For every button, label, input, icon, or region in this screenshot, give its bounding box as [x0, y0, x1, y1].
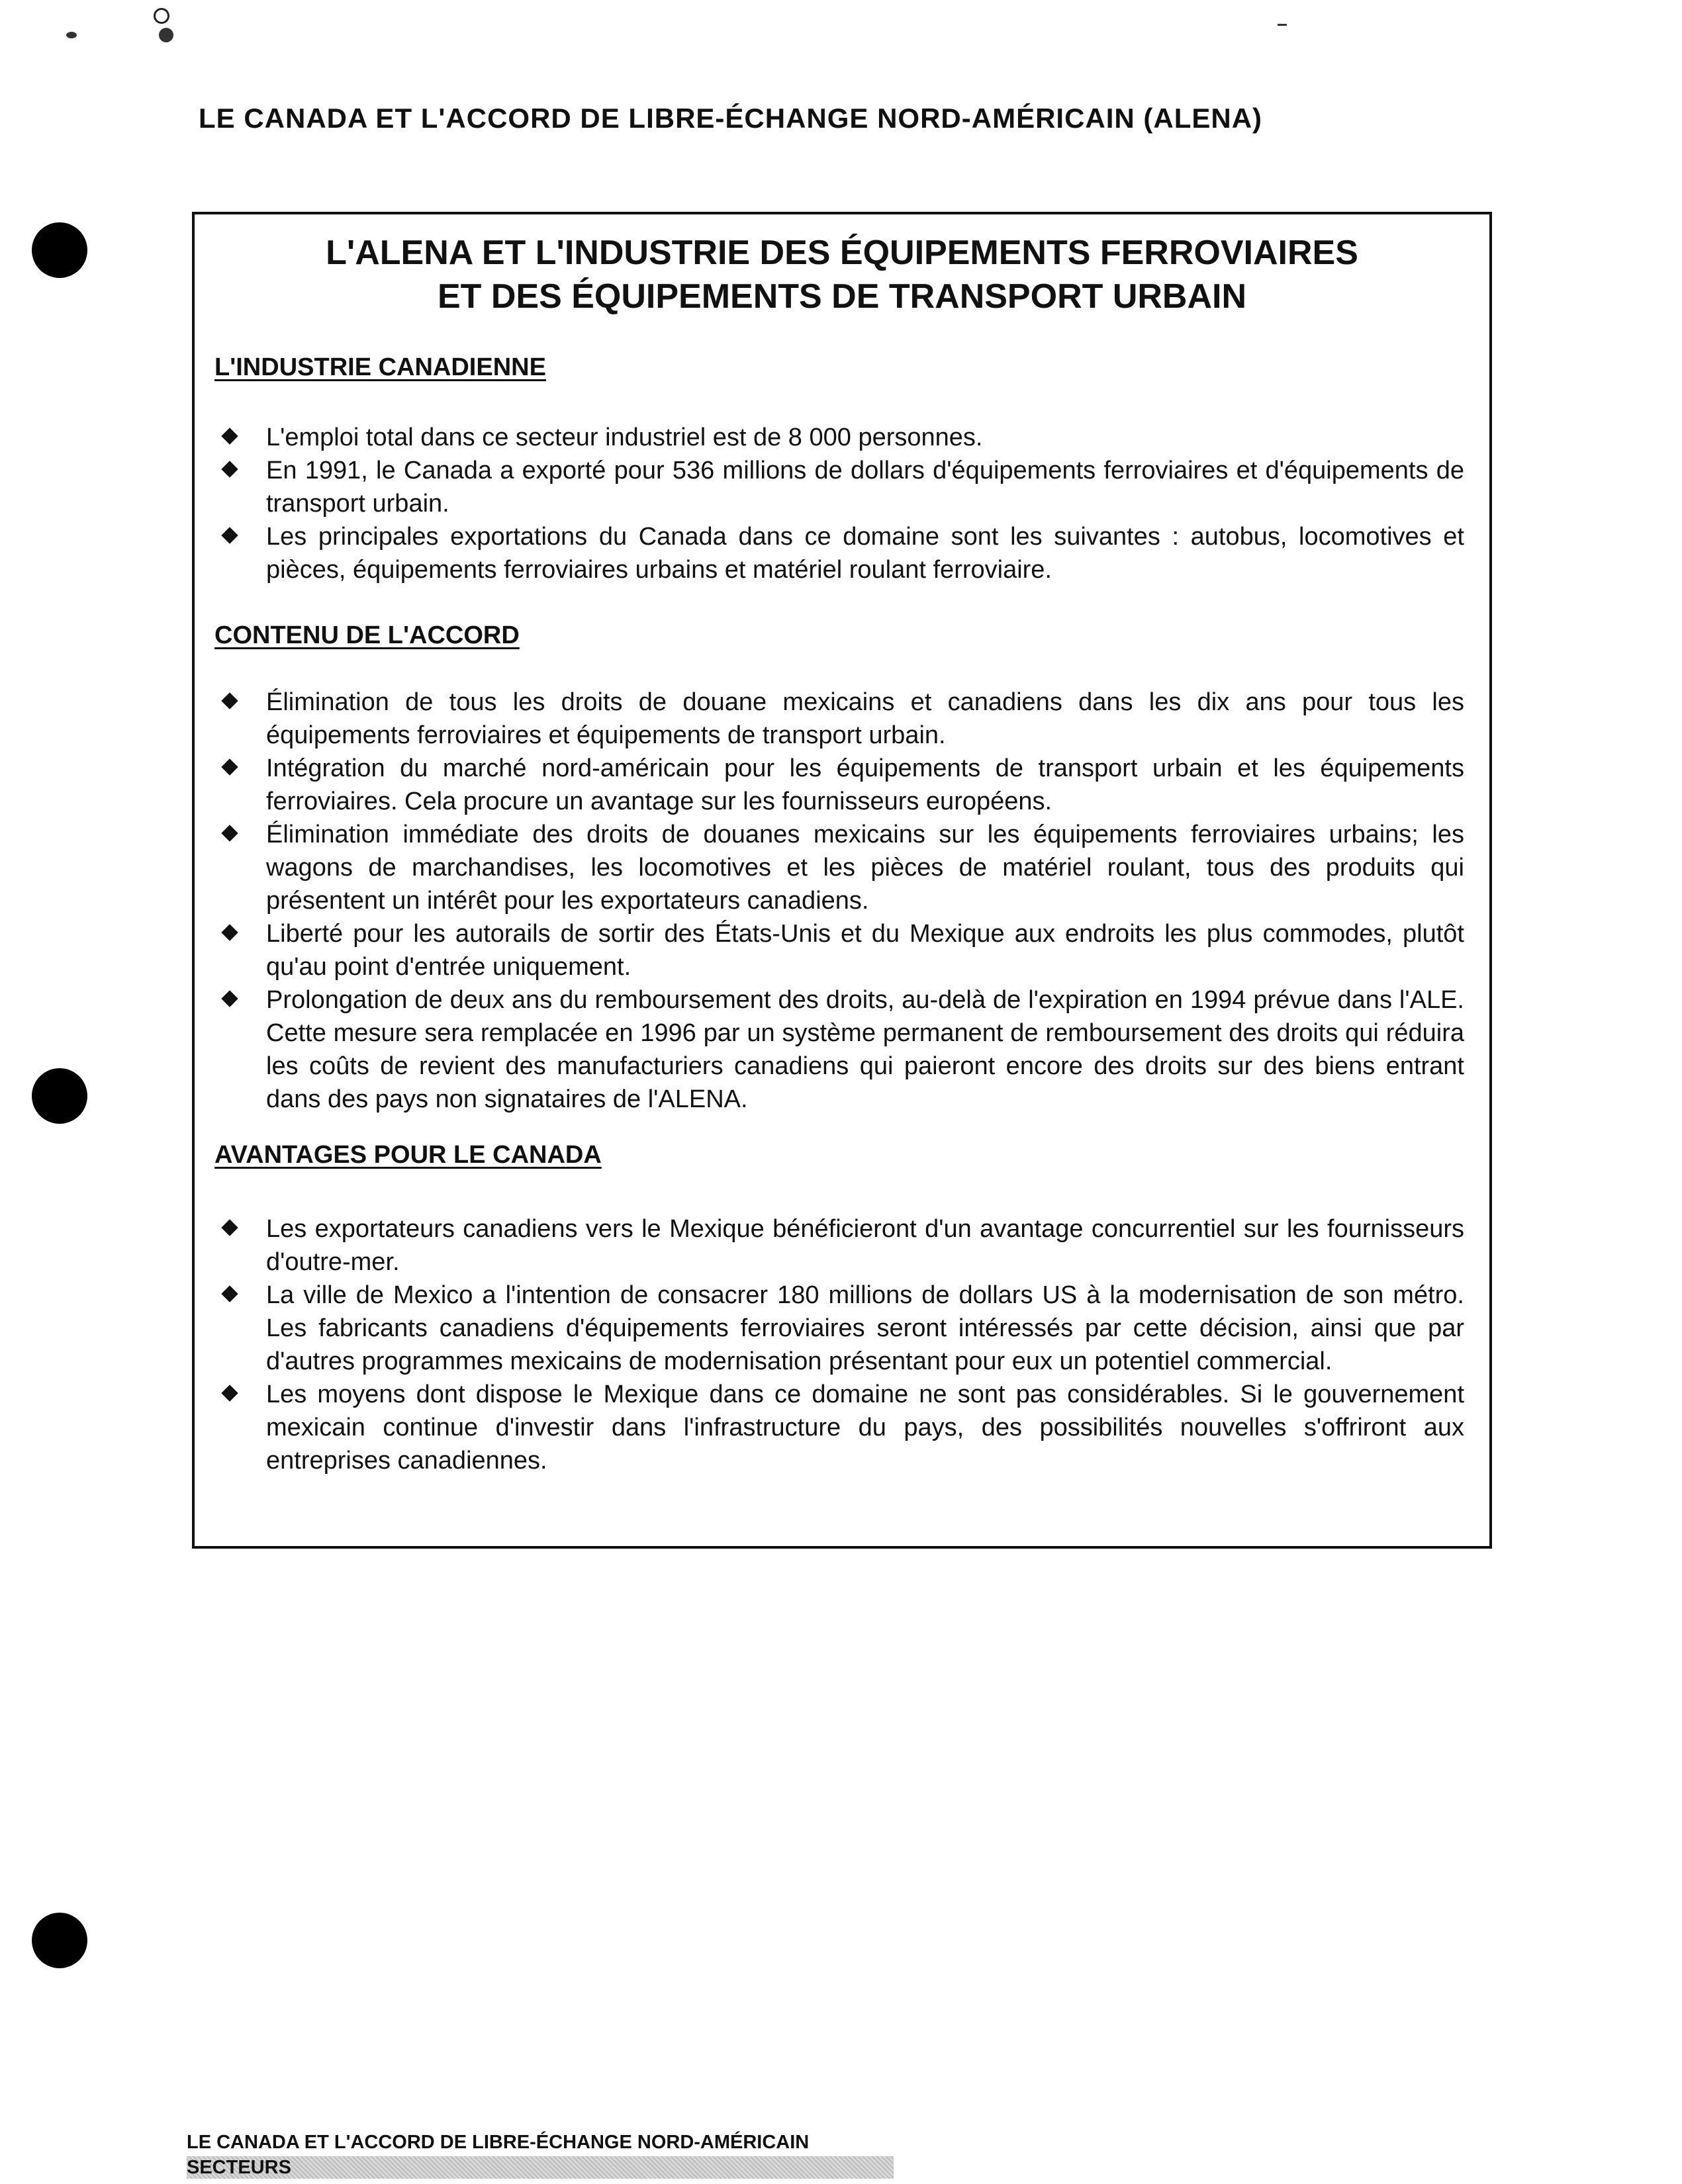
diamond-bullet-icon	[221, 692, 238, 709]
section-heading: AVANTAGES POUR LE CANADA	[214, 1141, 602, 1169]
box-title-line: L'ALENA ET L'INDUSTRIE DES ÉQUIPEMENTS FERROVIAIRES	[326, 234, 1358, 272]
scan-speck	[159, 28, 173, 42]
page-header: LE CANADA ET L'ACCORD DE LIBRE-ÉCHANGE NORD-AMÉRICAIN (ALENA)	[199, 103, 1263, 134]
scan-speck	[1278, 24, 1287, 26]
bullet-item	[214, 1378, 1464, 1477]
binder-hole	[32, 1068, 87, 1124]
bullet-text: Les moyens dont dispose le Mexique dans ce domaine ne sont pas considérables. Si le gouvernement mexicain continue d'investir dans l'infrastructure du pays, des possibilités nouvelles s'offriront aux entreprises canadiennes.	[266, 1381, 1464, 1475]
binder-hole	[32, 222, 87, 278]
diamond-bullet-icon	[221, 1385, 238, 1401]
bullet-item	[214, 421, 1464, 454]
section-heading: CONTENU DE L'ACCORD	[214, 621, 520, 649]
diamond-bullet-icon	[221, 758, 238, 775]
box-title-line: ET DES ÉQUIPEMENTS DE TRANSPORT URBAIN	[437, 277, 1247, 316]
bullet-text: Intégration du marché nord-américain pour les équipements de transport urbain et les équipements ferroviaires. Cela procure un avantage sur les fournisseurs européens.	[266, 754, 1464, 815]
bullet-item	[214, 917, 1464, 983]
bullet-text: En 1991, le Canada a exporté pour 536 millions de dollars d'équipements ferroviaires et d'équipements de transport urbain.	[266, 457, 1464, 518]
bullet-item	[214, 1279, 1464, 1378]
footer-section-band	[187, 2156, 894, 2179]
bullet-text: Les exportateurs canadiens vers le Mexique bénéficieront d'un avantage concurrentiel sur les fournisseurs d'outre-mer.	[266, 1215, 1464, 1276]
bullet-list	[214, 421, 1464, 586]
bullet-list	[214, 1212, 1464, 1477]
diamond-bullet-icon	[221, 924, 238, 940]
diamond-bullet-icon	[221, 428, 238, 444]
bullet-text: Élimination immédiate des droits de douanes mexicains sur les équipements ferroviaires urbains; les wagons de marchandises, les locomotives et les pièces de matériel roulant, tous des produits qui présentent un intérêt pour les exportateurs canadiens.	[266, 821, 1464, 915]
diamond-bullet-icon	[221, 990, 238, 1007]
bullet-text: L'emploi total dans ce secteur industriel est de 8 000 personnes.	[266, 424, 983, 451]
bullet-item	[214, 520, 1464, 586]
diamond-bullet-icon	[221, 1219, 238, 1236]
section-heading: L'INDUSTRIE CANADIENNE	[214, 353, 546, 381]
bullet-item	[214, 983, 1464, 1116]
bullet-text: Élimination de tous les droits de douane mexicains et canadiens dans les dix ans pour tous les équipements ferroviaires et équipements de transport urbain.	[266, 688, 1464, 749]
bullet-text: Prolongation de deux ans du remboursement des droits, au-delà de l'expiration en 1994 prévue dans l'ALE. Cette mesure sera remplacée en 1996 par un système permanent de remboursement des droits qui réduira les coûts de revient des manufacturiers canadiens qui paieront encore des droits sur des biens entrant dans des pays non signataires de l'ALENA.	[266, 986, 1464, 1113]
scan-speck	[154, 8, 169, 24]
binder-hole	[32, 1913, 87, 1968]
bullet-text: Liberté pour les autorails de sortir des États-Unis et du Mexique aux endroits les plus commodes, plutôt qu'au point d'entrée uniquement.	[266, 920, 1464, 981]
footer-title: LE CANADA ET L'ACCORD DE LIBRE-ÉCHANGE NORD-AMÉRICAIN	[187, 2132, 810, 2153]
bullet-list	[214, 686, 1464, 1116]
footer-section-label: SECTEURS	[187, 2157, 291, 2178]
bullet-text: Les principales exportations du Canada dans ce domaine sont les suivantes : autobus, locomotives et pièces, équipements ferroviaires urbains et matériel roulant ferroviaire.	[266, 523, 1464, 584]
scan-speck	[66, 32, 77, 38]
diamond-bullet-icon	[221, 1285, 238, 1302]
bullet-item	[214, 752, 1464, 818]
bullet-item	[214, 1212, 1464, 1279]
bullet-item	[214, 818, 1464, 917]
bullet-item	[214, 454, 1464, 520]
box-title	[195, 231, 1489, 318]
bullet-text: La ville de Mexico a l'intention de consacrer 180 millions de dollars US à la modernisation de son métro. Les fabricants canadiens d'équipements ferroviaires seront intéressés par cette décision, ainsi que par d'autres programmes mexicains de modernisation présentant pour eux un potentiel commercial.	[266, 1281, 1464, 1375]
page-footer	[187, 2130, 894, 2180]
diamond-bullet-icon	[221, 825, 238, 841]
diamond-bullet-icon	[221, 461, 238, 477]
diamond-bullet-icon	[221, 527, 238, 543]
bullet-item	[214, 686, 1464, 752]
content-box	[192, 212, 1492, 1549]
